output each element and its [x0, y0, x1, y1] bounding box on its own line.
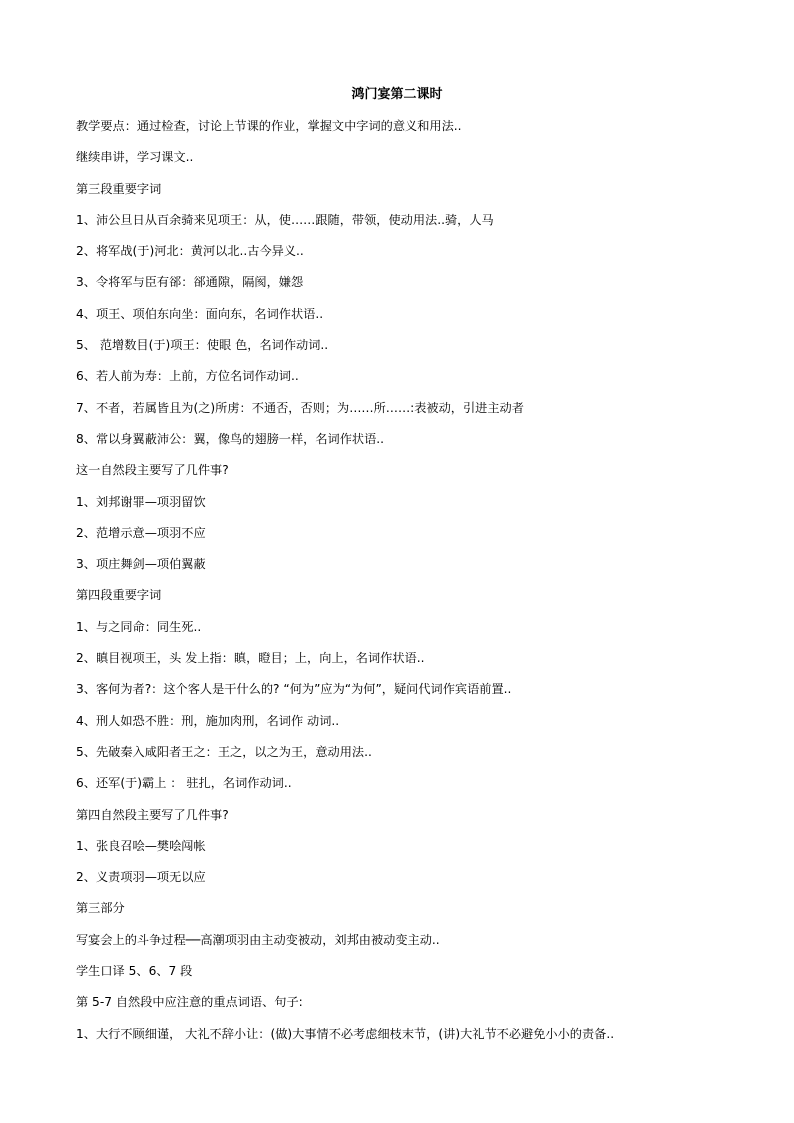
text-line: 6、还军(于)霸上 ： 驻扎，名词作动词.. — [76, 776, 292, 791]
section-heading: 第四自然段主要写了几件事? — [76, 807, 229, 822]
text-line: 继续串讲，学习课文.. — [76, 150, 194, 165]
page-title: 鸿门宴第二课时 — [351, 87, 443, 102]
text-line: 3、客何为者?：这个客人是干什么的? “何为”应为“为何”，疑问代词作宾语前置.. — [76, 682, 512, 697]
section-heading: 第三段重要字词 — [76, 181, 162, 196]
text-line: 2、义责项羽—项无以应 — [76, 870, 206, 885]
text-line: 4、项王、项伯东向坐：面向东，名词作状语.. — [76, 306, 324, 321]
text-line: 5、先破秦入咸阳者王之：王之，以之为王，意动用法.. — [76, 744, 372, 759]
text-line: 7、不者，若属皆且为(之)所虏：不通否，否则；为……所……:表被动，引进主动者 — [76, 400, 524, 415]
text-line: 1、大行不顾细谨， 大礼不辞小让：(做)大事情不必考虑细枝末节，(讲)大礼节不必避免小小的责备.. — [76, 1026, 615, 1041]
text-line: 写宴会上的斗争过程──高潮项羽由主动变被动，刘邦由被动变主动.. — [76, 932, 440, 947]
section-heading: 这一自然段主要写了几件事? — [76, 463, 229, 478]
section-heading: 第三部分 — [76, 901, 125, 916]
text-line: 8、常以身翼蔽沛公：翼，像鸟的翅膀一样，名词作状语.. — [76, 431, 385, 446]
section-heading: 第 5-7 自然段中应注意的重点词语、句子: — [76, 995, 303, 1010]
document-body — [76, 116, 726, 1055]
text-line: 2、范增示意—项羽不应 — [76, 525, 206, 540]
text-line: 3、项庄舞剑—项伯翼蔽 — [76, 557, 206, 572]
text-line: 4、刑人如恐不胜：刑，施加肉刑，名词作 动词.. — [76, 713, 340, 728]
text-line: 1、沛公旦日从百余骑来见项王：从，使……跟随，带领，使动用法..骑，人马 — [76, 212, 494, 227]
text-line: 3、令将军与臣有郤：郤通隙，隔阂，嫌怨 — [76, 275, 304, 290]
text-line: 1、与之同命：同生死.. — [76, 619, 202, 634]
text-line: 2、瞋目视项王，头 发上指：瞋，瞪目；上，向上，名词作状语.. — [76, 651, 425, 666]
text-line: 2、将军战(于)河北：黄河以北..古今异义.. — [76, 244, 304, 259]
text-line: 1、刘邦谢罪—项羽留饮 — [76, 494, 206, 509]
text-line: 教学要点：通过检查，讨论上节课的作业，掌握文中字词的意义和用法.. — [76, 119, 462, 133]
text-line: 学生口译 5、6、7 段 — [76, 964, 193, 979]
text-line: 5、 范增数目(于)项王：使眼 色，名词作动词.. — [76, 338, 329, 353]
text-line: 6、若人前为寿：上前，方位名词作动词.. — [76, 369, 299, 384]
text-line: 1、张良召哙—樊哙闯帐 — [76, 838, 206, 853]
section-heading: 第四段重要字词 — [76, 588, 162, 603]
